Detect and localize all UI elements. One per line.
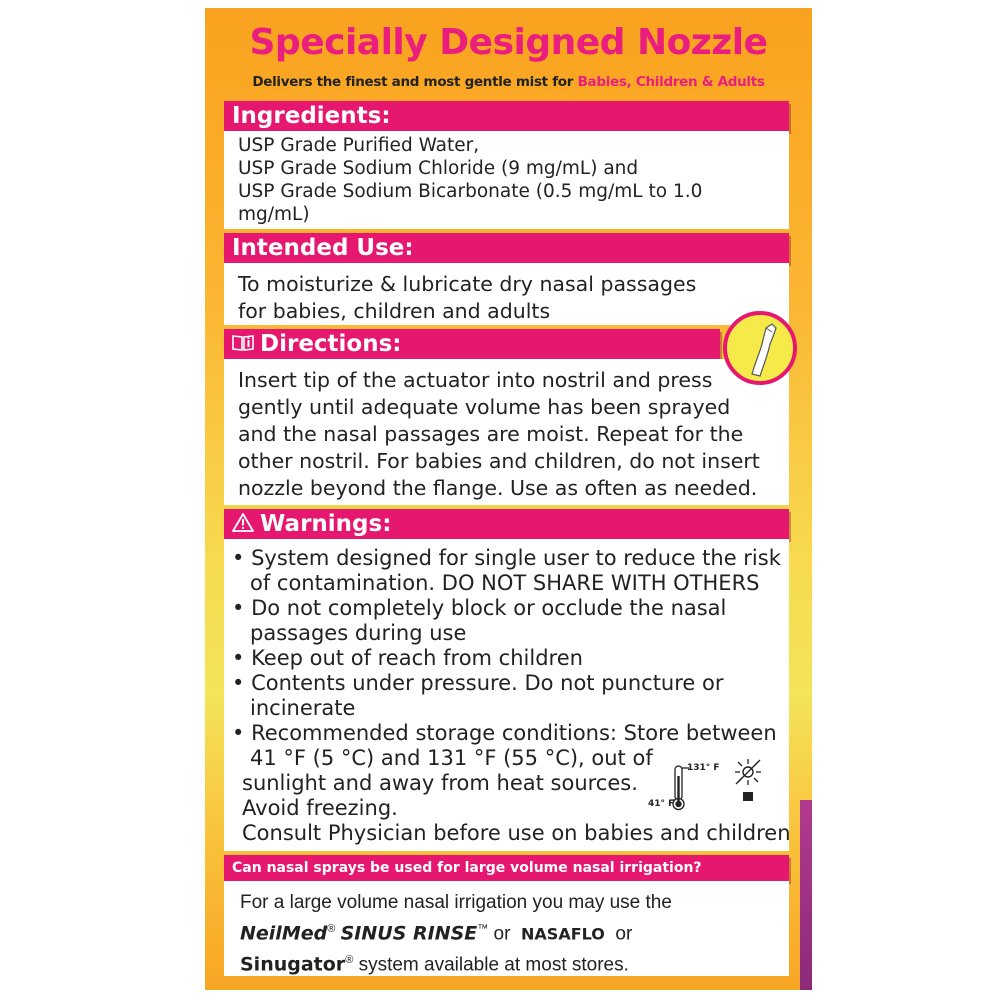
directions-line: and the nasal passages are moist. Repeat for the — [238, 422, 744, 446]
sun-icon — [728, 758, 768, 806]
bullet: • — [232, 721, 245, 745]
storage-line: sunlight and away from heat sources. — [242, 771, 638, 795]
temp-high-label: 131° F — [687, 763, 720, 773]
subtitle-prefix: Delivers the finest and most gentle mist for — [252, 74, 574, 90]
faq-section — [224, 881, 789, 976]
warning-item-cont: passages during use — [250, 621, 467, 645]
bullet: • — [232, 646, 245, 670]
faq-heading — [224, 855, 789, 881]
directions-line: other nostril. For babies and children, do not insert — [238, 449, 760, 473]
faq-brands-line — [240, 916, 789, 947]
temp-low-label: 41° F — [648, 799, 675, 809]
ingredient-line: mg/mL) — [238, 204, 310, 225]
faq-line: For a large volume nasal irrigation you may use the — [240, 892, 672, 913]
ingredients-heading-label: Ingredients: — [232, 103, 391, 129]
faq-question: Can nasal sprays be used for large volume nasal irrigation? — [232, 860, 702, 876]
storage-line: 41 °F (5 °C) and 131 °F (55 °C), out of — [250, 746, 653, 770]
consult-line: Consult Physician before use on babies and children — [242, 821, 791, 845]
warning-item — [232, 646, 789, 671]
warning-text: Contents under pressure. Do not puncture or — [251, 671, 724, 695]
warning-text: Recommended storage conditions: Store between — [251, 721, 777, 745]
ingredients-heading — [224, 101, 789, 131]
registered-mark: ® — [327, 923, 336, 935]
book-icon — [232, 330, 254, 360]
bullet: • — [232, 596, 245, 620]
directions-heading — [224, 329, 720, 359]
or-text: or — [615, 923, 633, 945]
intended-use-section — [224, 263, 789, 325]
intended-use-heading — [224, 233, 789, 263]
subtitle-highlight: Babies, Children & Adults — [577, 74, 765, 90]
directions-line: nozzle beyond the flange. Use as often as needed. — [238, 476, 758, 500]
storage-line: Avoid freezing. — [242, 796, 398, 820]
warning-text: Do not completely block or occlude the nasal — [251, 596, 727, 620]
warning-item-cont: of contamination. DO NOT SHARE WITH OTHERS — [250, 571, 760, 595]
warning-icon — [232, 510, 254, 540]
subtitle — [205, 74, 812, 90]
directions-line: gently until adequate volume has been sprayed — [238, 395, 731, 419]
registered-mark: ® — [345, 954, 354, 967]
faq-line-suffix: system available at most stores. — [358, 954, 629, 976]
warnings-heading — [224, 509, 789, 539]
brand-sinus-rinse: SINUS RINSE — [340, 922, 478, 945]
warning-item-cont: incinerate — [250, 696, 356, 720]
or-text: or — [493, 923, 511, 945]
directions-section — [224, 359, 789, 505]
brand-nasaflo: NASAFLO — [521, 924, 605, 944]
page-title: Specially Designed Nozzle — [249, 22, 768, 63]
directions-heading-label: Directions: — [260, 331, 402, 357]
trademark: ™ — [477, 923, 489, 935]
ingredient-line: USP Grade Sodium Bicarbonate (0.5 mg/mL to 1.0 — [238, 181, 703, 202]
purple-edge — [800, 800, 812, 990]
warning-item — [232, 546, 789, 571]
intended-use-line: To moisturize & lubricate dry nasal passages — [238, 272, 697, 296]
nozzle-icon — [722, 310, 798, 386]
warnings-heading-label: Warnings: — [260, 511, 392, 537]
ingredients-section — [224, 131, 789, 229]
brand-sinugator: Sinugator — [240, 953, 346, 976]
intended-use-heading-label: Intended Use: — [232, 235, 414, 261]
ingredient-line: USP Grade Sodium Chloride (9 mg/mL) and — [238, 158, 639, 179]
warning-item — [232, 671, 789, 696]
warning-item — [232, 721, 789, 746]
brand-neilmed: NeilMed — [240, 922, 328, 945]
intended-use-line: for babies, children and adults — [238, 299, 551, 323]
ingredient-line: USP Grade Purified Water, — [238, 135, 480, 156]
bullet: • — [232, 546, 245, 570]
bullet: • — [232, 671, 245, 695]
warning-text: Keep out of reach from children — [251, 646, 583, 670]
directions-line: Insert tip of the actuator into nostril and press — [238, 368, 713, 392]
faq-line — [240, 947, 789, 978]
warning-item — [232, 596, 789, 621]
warning-text: System designed for single user to reduce the risk — [251, 546, 781, 570]
